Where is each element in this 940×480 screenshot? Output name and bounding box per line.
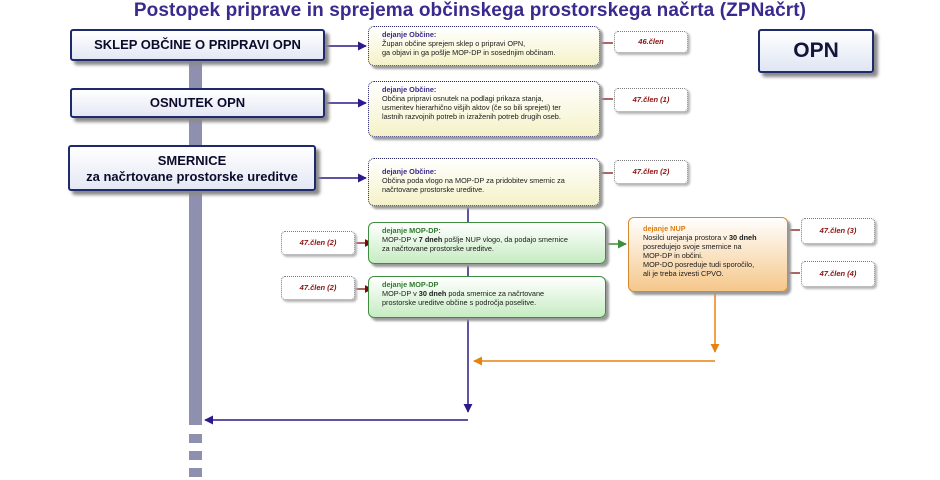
action-mopdp-30dni [368, 276, 606, 318]
ref-46-clen: 46.člen [614, 31, 688, 53]
phase-label: OSNUTEK OPN [149, 95, 246, 110]
ref-47-clen-1: 47.člen (1) [614, 88, 688, 112]
action-text-line [643, 233, 781, 242]
action-text-line: lastnih razvojnih potreb in izraženih potreb drugih oseb. [382, 112, 561, 121]
action-text-post: poda smernice za načrtovane [446, 289, 545, 298]
action-text-line: načrtovane prostorske ureditve. [382, 185, 485, 194]
action-text-line: posredujejo svoje smernice na [643, 242, 742, 251]
action-text-line: za načrtovane prostorske ureditve. [382, 244, 494, 253]
action-mopdp-7dni [368, 222, 606, 264]
opn-badge: OPN [758, 29, 874, 73]
action-text-pre: MOP-DP v [382, 235, 419, 244]
action-head: dejanje Občine: [382, 85, 437, 94]
phase-sklep [70, 29, 325, 61]
phase-label: SMERNICE [157, 153, 227, 168]
action-head: dejanje Občine: [382, 167, 437, 176]
phase-label: SKLEP OBČINE O PRIPRAVI OPN [94, 37, 301, 52]
ref-47-clen-2-b: 47.člen (2) [281, 231, 355, 255]
phase-smernice [68, 145, 316, 191]
action-deadline: 30 dneh [418, 289, 447, 298]
action-text-line: ga objavi in ga pošlje MOP-DP in sosednjim občinam. [382, 48, 556, 57]
phase-sublabel: za načrtovane prostorske ureditve [86, 169, 298, 184]
action-text-line [382, 235, 599, 244]
action-text-line: Občina poda vlogo na MOP-DP za pridobitev smernic za [382, 176, 565, 185]
action-text-line: Občina pripravi osnutek na podlagi prikaza stanja, [382, 94, 544, 103]
ref-47-clen-3: 47.člen (3) [801, 218, 875, 244]
action-nup [628, 217, 788, 292]
action-osnutek [368, 81, 600, 137]
action-vloga [368, 158, 600, 206]
ref-47-clen-4: 47.člen (4) [801, 261, 875, 287]
action-text-line: Župan občine sprejem sklep o pripravi OPN, [382, 39, 526, 48]
action-text-post: pošlje NUP vlogo, da podajo smernice [442, 235, 568, 244]
diagram-title: Postopek priprave in sprejema občinskega prostorskega načrta (ZPNačrt) [133, 0, 807, 21]
action-text-line: ali je treba izvesti CPVO. [643, 269, 724, 278]
action-zupan-sklep [368, 26, 600, 66]
action-text-line: MOP-DP in občini. [643, 251, 703, 260]
action-text-line: prostorske ureditve občine s področja poselitve. [382, 298, 537, 307]
action-head: dejanje Občine: [382, 30, 437, 39]
phase-osnutek [70, 88, 325, 118]
action-text-pre: Nosilci urejanja prostora v [643, 233, 729, 242]
action-text-pre: MOP-DP v [382, 289, 419, 298]
action-deadline: 7 dneh [418, 235, 443, 244]
action-text-line [382, 289, 599, 298]
action-deadline: 30 dneh [728, 233, 757, 242]
action-head: dejanje MOP-DP [382, 280, 439, 289]
action-head: dejanje MOP-DP: [382, 226, 441, 235]
ref-47-clen-2-c: 47.člen (2) [281, 276, 355, 300]
action-text-line: usmeritev hierarhično višjih aktov (če so bili sprejeti) ter [382, 103, 561, 112]
ref-47-clen-2-a: 47.člen (2) [614, 160, 688, 184]
action-text-line: MOP-DO posreduje tudi sporočilo, [643, 260, 755, 269]
action-head: dejanje NUP [643, 224, 686, 233]
